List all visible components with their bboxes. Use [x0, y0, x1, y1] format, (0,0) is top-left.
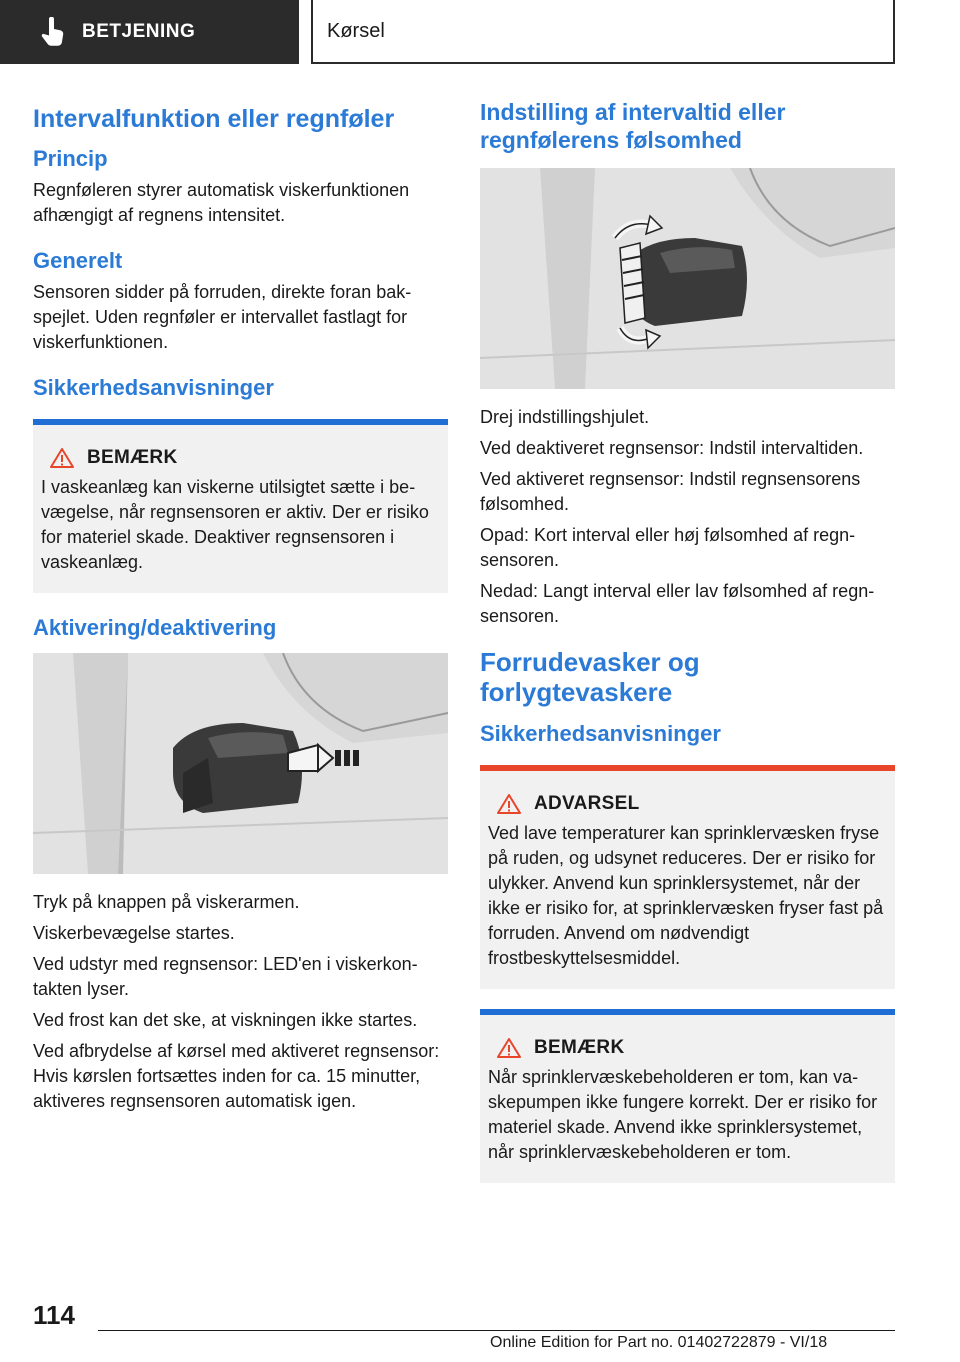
edition-text: Online Edition for Part no. 01402722879 - VI/18: [490, 1334, 828, 1351]
wiper-button-image: [33, 653, 448, 874]
notice-text-2: Når sprinklervæskebeholderen er tom, kan vaskepumpen ikke fungere korrekt. Der er risiko for materiel skade. Anvend ikke sprinklersystemet, når sprinklervæskebeholderen er tom.: [488, 1067, 878, 1162]
warning-triangle-icon: [49, 447, 75, 469]
generelt-text: Sensoren sidder på forruden, direkte foran bakspejlet. Uden regnføler er intervallet fastlagt for viskerfunktionen.: [33, 282, 412, 352]
activation-heading: Aktivering/deaktivering: [33, 615, 277, 640]
warning-text: Ved lave temperaturer kan sprinklervæsken fryse på ruden, og udsynet reduceres. Der er risiko for ulykker. Anvend kun sprinklersystemet, når der ikke er risiko for, at sprinklervæsken fryser fast på forruden. Anvend om nødvendigt frostbeskyttelsesmiddel.: [488, 823, 884, 968]
notice-title: BEMÆRK: [87, 447, 178, 468]
interval-p1: Drej indstillingshjulet.: [480, 407, 650, 427]
adjustment-wheel-image: [480, 168, 895, 389]
interval-heading: Indstilling af intervaltid eller regnfølerens følsomhed: [480, 99, 786, 153]
interval-p2: Ved deaktiveret regnsensor: Indstil intervaltiden.: [480, 438, 864, 458]
safety-heading: Sikkerhedsanvisninger: [33, 375, 274, 400]
notice-box: [33, 419, 448, 593]
left-column: [33, 98, 448, 1120]
adjustment-wheel-illustration: [480, 168, 895, 389]
section-header: [311, 0, 895, 64]
activation-p3: Ved udstyr med regnsensor: LED'en i viskerkontakten lyser.: [33, 954, 418, 999]
notice-title-2: BEMÆRK: [534, 1037, 625, 1058]
generelt-heading: Generelt: [33, 248, 123, 273]
interval-p5: Nedad: Langt interval eller lav følsomhed af regnsensoren.: [480, 581, 875, 626]
chapter-tab[interactable]: [0, 0, 299, 64]
wiper-button-illustration: [33, 653, 448, 874]
washer-heading: Forrudevasker og forlygtevaskere: [480, 647, 700, 707]
warning-triangle-icon: [496, 1037, 522, 1059]
footer-divider: [98, 1330, 895, 1331]
interval-p3: Ved aktiveret regnsensor: Indstil regnsensorens følsomhed.: [480, 469, 861, 514]
warning-triangle-icon: [496, 793, 522, 815]
warning-title: ADVARSEL: [534, 793, 640, 814]
notice-box-2: [480, 1009, 895, 1183]
activation-p1: Tryk på knappen på viskerarmen.: [33, 892, 300, 912]
notice-text: I vaskeanlæg kan viskerne utilsigtet sætte i bevægelse, når regnsensoren er aktiv. Der er risiko for materiel skade. Deaktiver regnsensoren i vaskeanlæg.: [41, 477, 429, 572]
page-number: 114: [33, 1300, 75, 1330]
page-title: Intervalfunktion eller regnføler: [33, 105, 395, 133]
princip-heading: Princip: [33, 146, 108, 171]
princip-text: Regnføleren styrer automatisk viskerfunktionen afhængigt af regnens intensitet.: [33, 180, 410, 225]
right-column: [480, 98, 895, 1203]
activation-p2: Viskerbevægelse startes.: [33, 923, 235, 943]
activation-p5: Ved afbrydelse af kørsel med aktiveret regnsensor: Hvis kørslen fortsættes inden for ca. 15 minutter, aktiveres regnsensoren automatisk igen.: [33, 1041, 440, 1111]
right-safety-heading: Sikkerhedsanvisninger: [480, 721, 721, 746]
section-label: Kørsel: [327, 19, 385, 42]
hand-pointer-icon: [40, 17, 66, 47]
chapter-label: BETJENING: [82, 21, 196, 42]
activation-p4: Ved frost kan det ske, at viskningen ikke startes.: [33, 1010, 418, 1030]
interval-p4: Opad: Kort interval eller høj følsomhed af regnsensoren.: [480, 525, 856, 570]
warning-box: [480, 765, 895, 989]
